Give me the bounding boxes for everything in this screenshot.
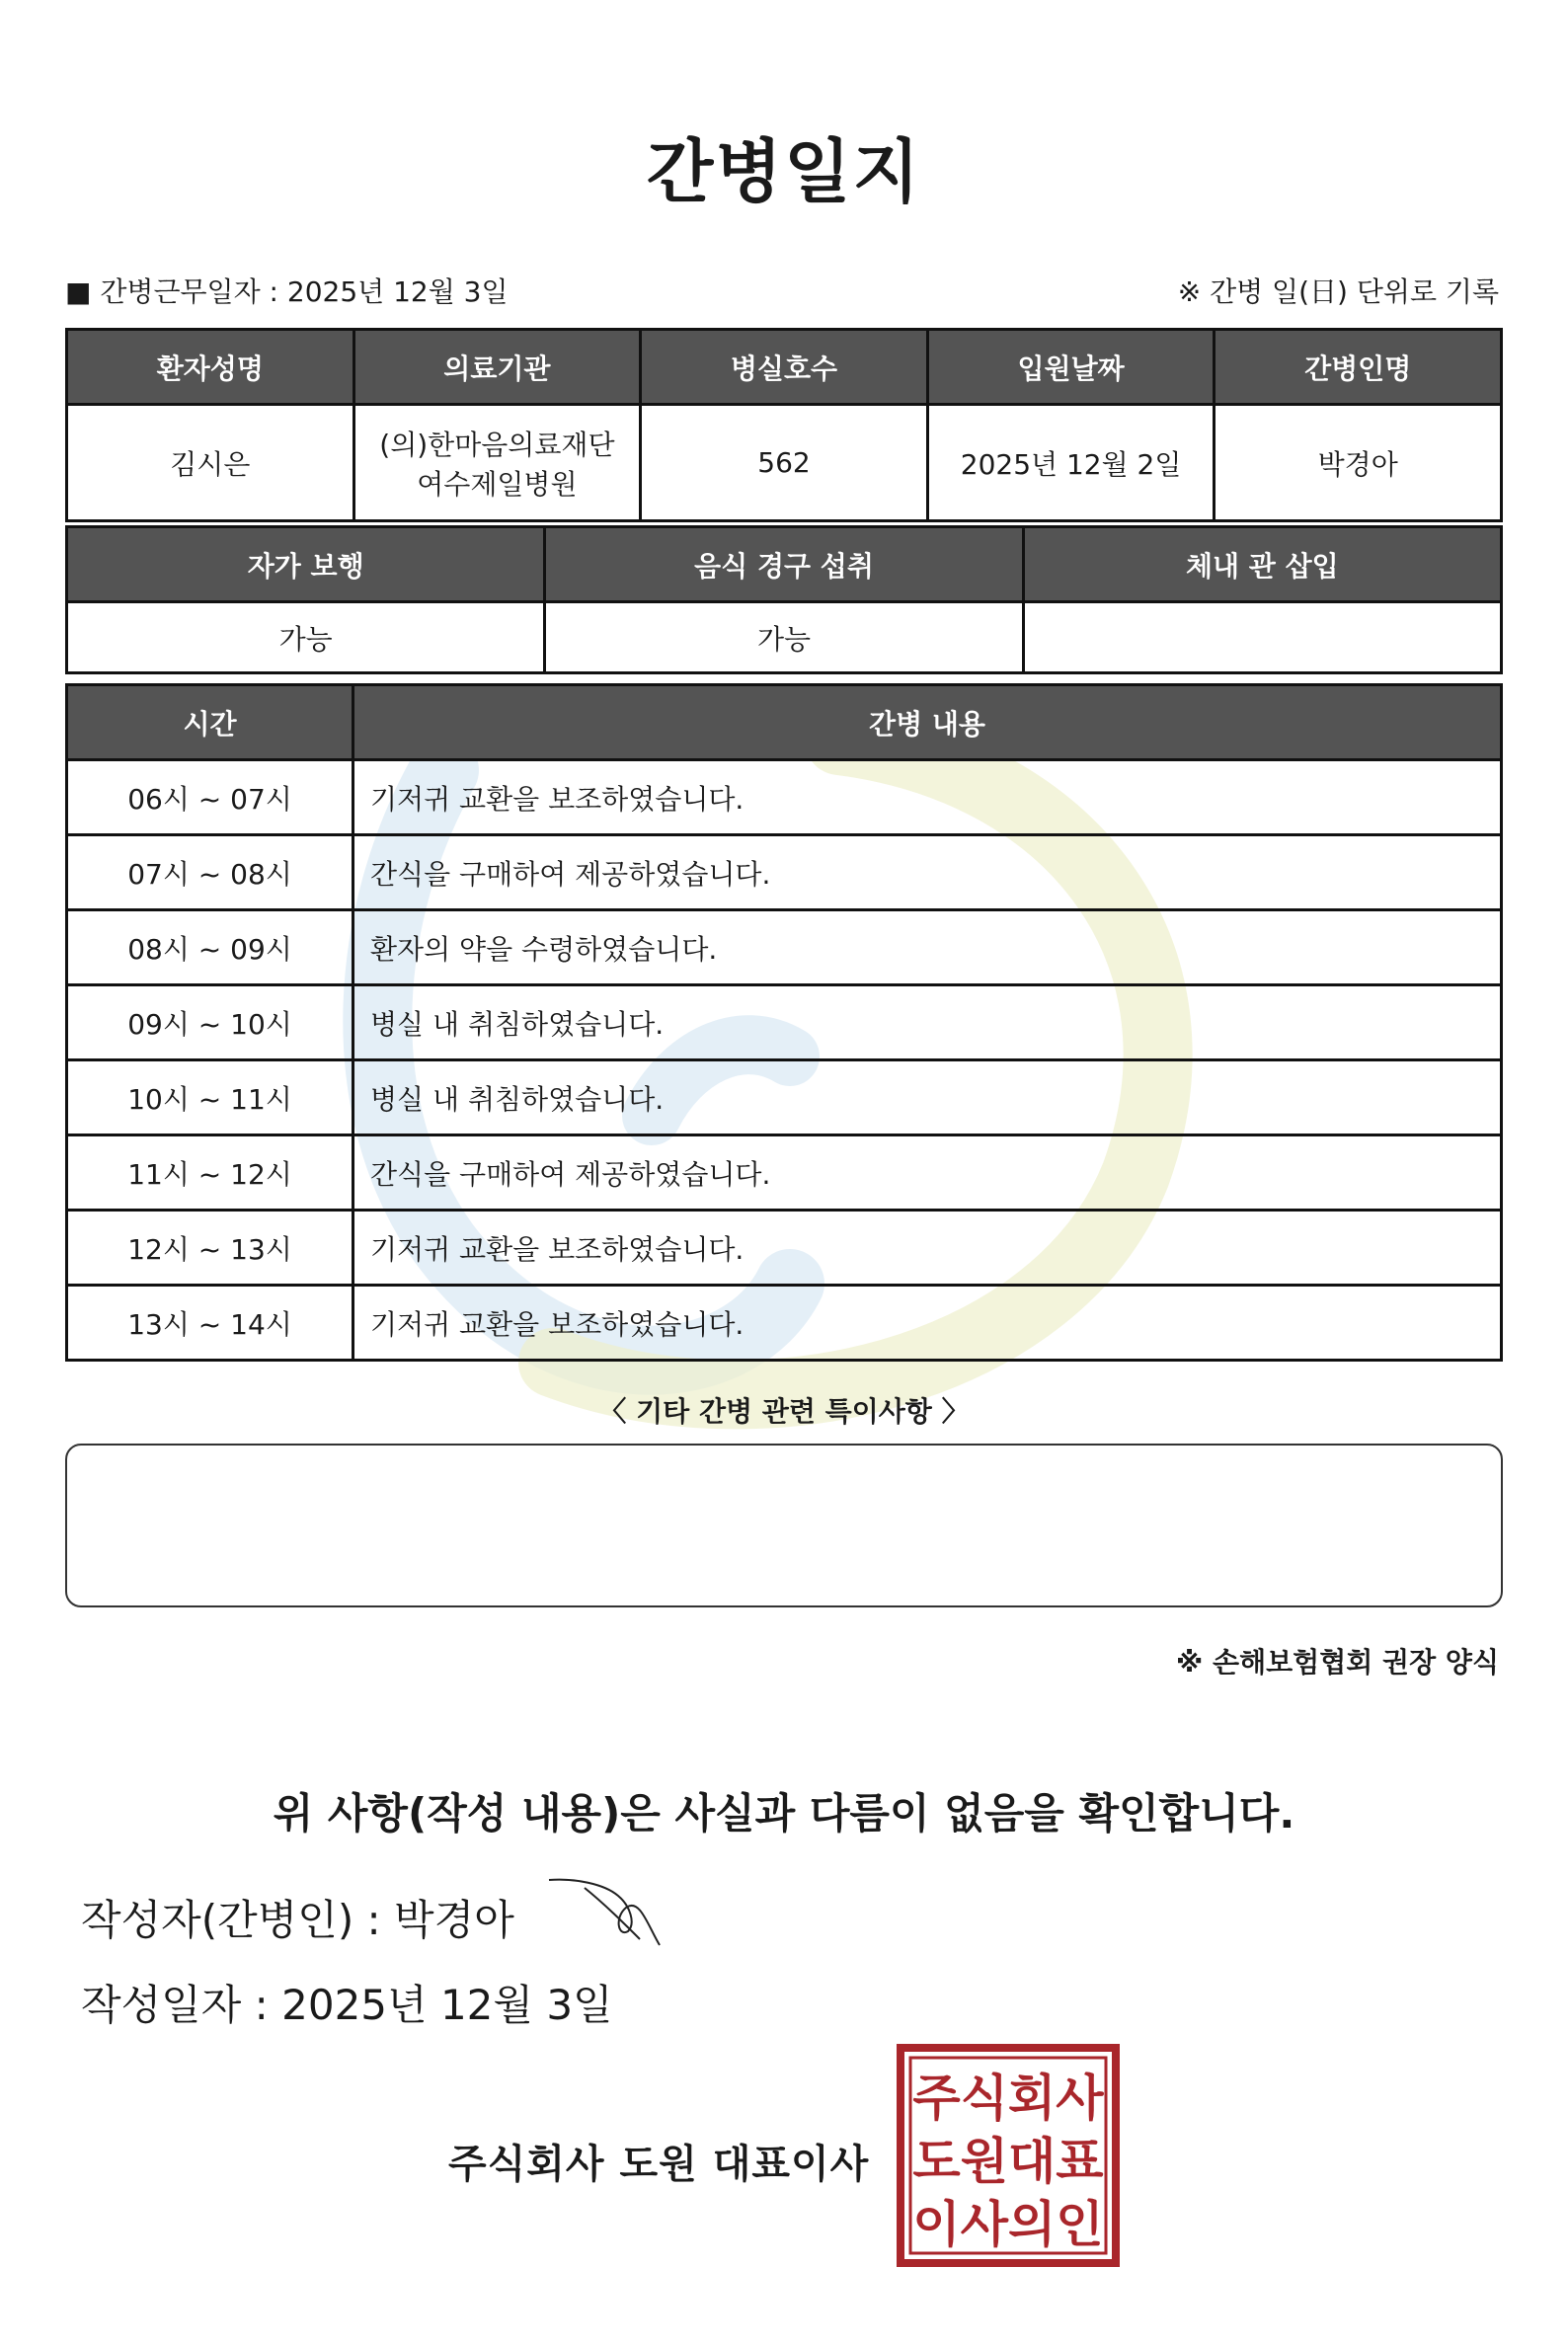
care-log-table: [65, 683, 1503, 1362]
hospital: [353, 405, 641, 521]
log-content: 병실 내 취침하였습니다.: [353, 985, 1502, 1060]
special-notes-title: 〈 기타 간병 관련 특이사항 〉: [598, 1395, 970, 1428]
self-walking-value: 가능: [67, 602, 545, 673]
table-row: [67, 760, 1502, 835]
log-time: 06시 ~ 07시: [67, 760, 353, 835]
table-row: [67, 1060, 1502, 1135]
log-content: 간식을 구매하여 제공하였습니다.: [353, 1135, 1502, 1211]
table-row: [67, 835, 1502, 910]
hospital-line-2: 여수제일병원: [417, 467, 578, 501]
log-content: 환자의 약을 수령하였습니다.: [353, 910, 1502, 985]
log-content: 기저귀 교환을 보조하였습니다.: [353, 1211, 1502, 1286]
patient-status-table: [65, 525, 1503, 674]
header-care-content: 간병 내용: [353, 685, 1502, 760]
status-header-row: [67, 527, 1502, 602]
header-hospital: 의료기관: [353, 330, 641, 405]
log-time: 09시 ~ 10시: [67, 985, 353, 1060]
association-note: ※ 손해보험협회 권장 양식: [1176, 1646, 1499, 1679]
log-content: 간식을 구매하여 제공하였습니다.: [353, 835, 1502, 910]
header-admission-date: 입원날짜: [927, 330, 1215, 405]
oral-intake-value: 가능: [545, 602, 1023, 673]
header-self-walking: 자가 보행: [67, 527, 545, 602]
svg-text:주식회사: 주식회사: [912, 2070, 1104, 2127]
log-content: 기저귀 교환을 보조하였습니다.: [353, 1286, 1502, 1361]
patient-info-header-row: [67, 330, 1502, 405]
log-content: 기저귀 교환을 보조하였습니다.: [353, 760, 1502, 835]
table-row: [67, 910, 1502, 985]
svg-text:도원대표: 도원대표: [912, 2133, 1104, 2190]
admission-date: 2025년 12월 2일: [927, 405, 1215, 521]
table-row: [67, 1211, 1502, 1286]
signature-scribble: [545, 1874, 673, 1953]
unit-note: ※ 간병 일(日) 단위로 기록: [1177, 275, 1499, 308]
patient-name: 김시은: [67, 405, 354, 521]
special-notes-box: [65, 1444, 1503, 1607]
table-row: [67, 985, 1502, 1060]
write-date-line: 작성일자 : 2025년 12월 3일: [81, 1981, 613, 2029]
svg-text:이사의인: 이사의인: [912, 2196, 1104, 2253]
company-seal: [897, 2044, 1120, 2267]
log-time: 10시 ~ 11시: [67, 1060, 353, 1135]
writer-line: 작성자(간병인) : 박경아: [81, 1896, 514, 1944]
table-row: [67, 1286, 1502, 1361]
log-time: 07시 ~ 08시: [67, 835, 353, 910]
header-patient-name: 환자성명: [67, 330, 354, 405]
confirmation-statement: 위 사항(작성 내용)은 사실과 다름이 없음을 확인합니다.: [273, 1789, 1295, 1838]
hospital-line-1: (의)한마음의료재단: [379, 428, 615, 461]
header-room: 병실호수: [641, 330, 928, 405]
header-caregiver: 간병인명: [1215, 330, 1502, 405]
log-content: 병실 내 취침하였습니다.: [353, 1060, 1502, 1135]
log-time: 11시 ~ 12시: [67, 1135, 353, 1211]
document-title: 간병일지: [646, 131, 922, 212]
header-oral-intake: 음식 경구 섭취: [545, 527, 1023, 602]
tube-insertion-value: [1023, 602, 1501, 673]
patient-info-table: [65, 328, 1503, 522]
log-time: 12시 ~ 13시: [67, 1211, 353, 1286]
header-tube-insertion: 체내 관 삽입: [1023, 527, 1501, 602]
patient-info-value-row: [67, 405, 1502, 521]
log-time: 08시 ~ 09시: [67, 910, 353, 985]
header-time: 시간: [67, 685, 353, 760]
log-time: 13시 ~ 14시: [67, 1286, 353, 1361]
status-value-row: [67, 602, 1502, 673]
room-number: 562: [641, 405, 928, 521]
care-log-header-row: [67, 685, 1502, 760]
caregiver-name: 박경아: [1215, 405, 1502, 521]
work-date: ■ 간병근무일자 : 2025년 12월 3일: [65, 275, 509, 308]
table-row: [67, 1135, 1502, 1211]
company-signoff: 주식회사 도원 대표이사: [448, 2142, 870, 2187]
